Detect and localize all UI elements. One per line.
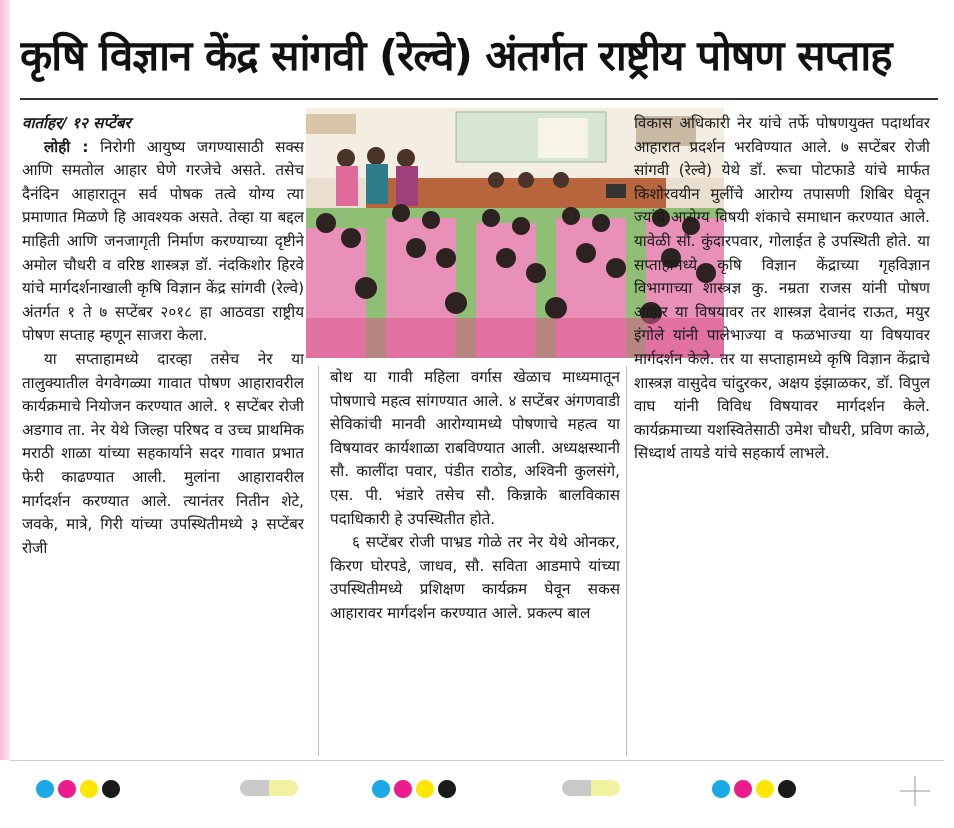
cyan-dot [712,780,730,798]
magenta-dot [394,780,412,798]
col2-paragraph-1: बोथ या गावी महिला वर्गास खेळाच माध्यमातून पोषणाचे महत्व सांगण्यात आले. ४ सप्टेंबर अंगणवाडी सेविकांची मानवी आरोग्यामध्ये पोषणाचे महत्व या विषयावर कार्यशाळा राबविण्यात आली. अध्यक्षस्थानी सौ. कालींदा पवार, पंडीत राठोड, अश्विनी कुलसंगे, एस. पी. भंडारे तसेच सौ. किन्नाके बालविकास पदाधिकारी हे उपस्थितीत होते. [330,368,620,528]
magenta-dot [58,780,76,798]
col3-paragraph-1: विकास अधिकारी नेर यांचे तर्फे पोषणयुक्त पदार्थावर आहारात प्रदर्शन भरविण्यात आले. ७ सप्टेंबर रोजी सांगवी (रेल्वे) येथे डॉ. रूचा पोटफाडे यांचे मार्फत किशोरवयीन मुलींचे आरोग्य तपासणी शिबिर घेवून ज्यांचे आरोग्य विषयी शंकाचे समाधान करण्यात आले. यावेळी सौ. कुंदारपवार, गोलाईत हे उपस्थिती होते. या सप्ताहामध्ये कृषि विज्ञान केंद्राच्या गृहविज्ञान विभागाच्या शास्त्रज्ञ कु. नम्रता राजस यांनी पोषण आहार या विषयावर तर शास्त्रज्ञ देवानंद राऊत, मयुर इंगोले यांनी पालेभाज्या व फळभाज्या या विषयावर मार्गदर्शन केले. तर या सप्ताहामध्ये कृषि विज्ञान केंद्राचे शास्त्रज्ञ वासुदेव चांदुरकर, अक्षय इंझाळकर, डॉ. विपुल वाघ यांनी विविध विषयावर मार्गदर्शन केले. कार्यक्रमाच्या यशस्वितेसाठी उमेश चौधरी, प्रविण काळे, सिध्दार्थ तायडे यांचे सहकार्य लाभले. [634,114,930,463]
headline: कृषि विज्ञान केंद्र सांगवी (रेल्वे) अंतर्गत राष्ट्रीय पोषण सप्ताह [20,31,892,80]
cyan-dot [36,780,54,798]
bottom-rule [10,760,944,761]
column-divider-2 [626,366,627,756]
headline-rule [20,98,938,100]
yellow-dot [80,780,98,798]
registration-marks-1 [36,778,124,798]
black-dot [102,780,120,798]
magenta-dot [734,780,752,798]
color-bar-2 [562,780,620,796]
col1-paragraph-2: या सप्ताहामध्ये दारव्हा तसेच नेर या तालुक्यातील वेगवेगळ्या गावात पोषण आहारावरील कार्यक्रमाचे नियोजन करण्यात आले. १ सप्टेंबर रोजी अडगाव ता. नेर येथे जिल्हा परिषद व उच्च प्राथमिक मराठी शाळा यांच्या सहकार्याने सदर गावात प्रभात फेरी काढण्यात आली. मुलांना आहारावरील मार्गदर्शन करण्यात आले. त्यानंतर नितीन शेटे, जवके, मात्रे, गिरी यांच्या उपस्थितीमध्ये ३ सप्टेंबर रोजी [22,349,304,557]
dateline: लोही : [44,137,89,156]
black-dot [438,780,456,798]
crosshair-mark-icon [900,776,930,806]
article-column-2 [330,366,620,756]
color-bar-1 [240,780,298,796]
black-dot [778,780,796,798]
registration-marks-2 [372,778,460,798]
yellow-dot [416,780,434,798]
byline: वार्ताहर/ १२ सप्टेंबर [22,114,131,132]
registration-marks-3 [712,778,800,798]
yellow-dot [756,780,774,798]
col2-paragraph-2: ६ सप्टेंबर रोजी पाभ्रड गोळे तर नेर येथे ओनकर, किरण घोरपडे, जाधव, सौ. सविता आडमापे यांच्या उपस्थितीमध्ये प्रशिक्षण कार्यक्रम घेवून सकस आहारावर मार्गदर्शन करण्यात आले. प्रकल्प बाल [330,533,620,622]
col1-paragraph-1: निरोगी आयुष्य जगण्यासाठी सक्स आणि समतोल आहार घेणे गरजेचे असते. तसेच दैनंदिन आहारातून सर्व पोषक तत्वे योग्य त्या प्रमाणात मिळणे हि आवश्यक असते. तेव्हा या बद्दल माहिती आणि जनजागृती निर्माण करण्याच्या दृष्टीने अमोल चौधरी व वरिष्ठ शास्त्रज्ञ डॉ. नंदकिशोर हिरवे यांचे मार्गदर्शनाखाली कृषि विज्ञान केंद्र सांगवी (रेल्वे) अंतर्गत १ ते ७ सप्टेंबर २०१८ हा आठवडा राष्ट्रीय पोषण सप्ताह म्हणून साजरा केला. [22,137,304,345]
article-column-3 [634,112,930,758]
article-column-1 [22,112,304,758]
page-edge [0,0,10,760]
cyan-dot [372,780,390,798]
column-divider-1 [318,366,319,756]
